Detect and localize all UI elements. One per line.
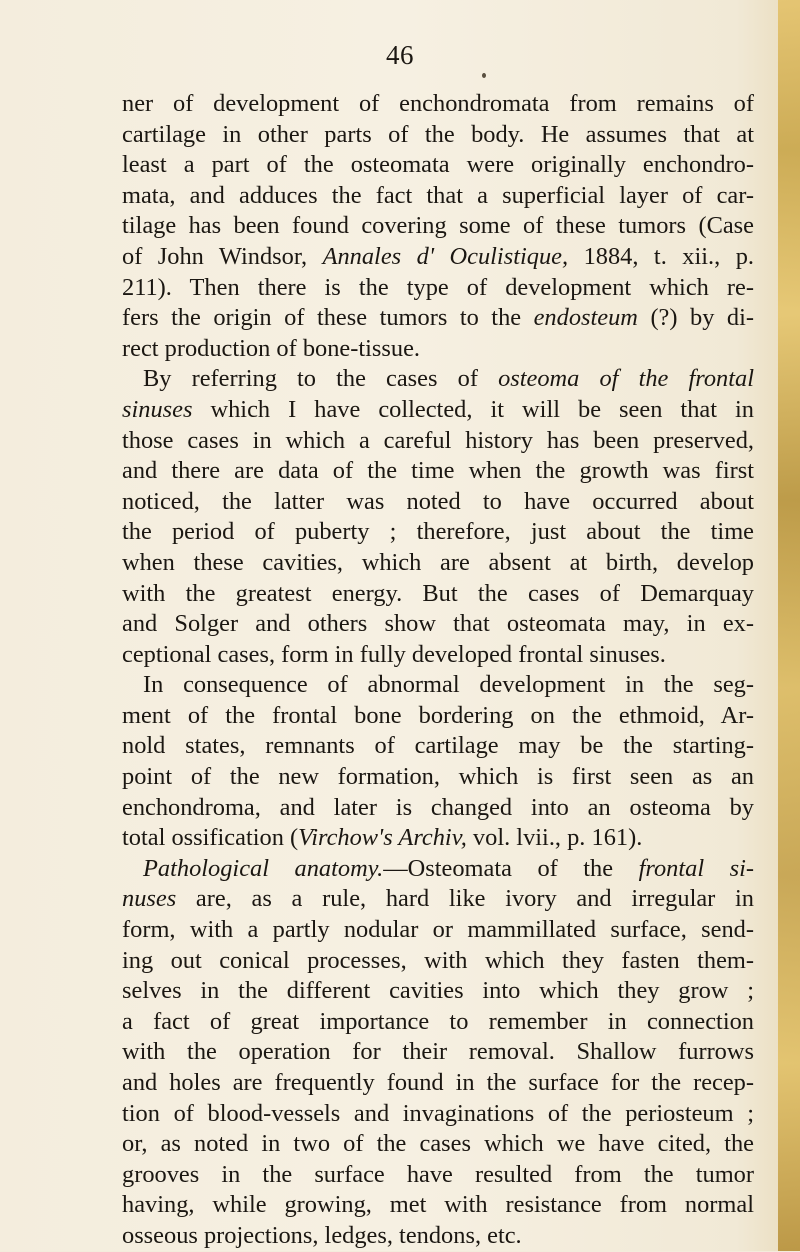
- italic-text: nuses: [122, 885, 177, 913]
- text-line: [122, 701, 754, 732]
- page-number: 46: [386, 40, 414, 70]
- text-line: [122, 334, 754, 365]
- text-line: [122, 976, 754, 1007]
- text-line: [122, 395, 754, 426]
- text-segment: grooves in the surface have resulted from the tumor: [122, 1160, 754, 1188]
- text-segment: ment of the frontal bone bordering on the ethmoid, Ar-: [122, 701, 754, 729]
- text-line: [122, 762, 754, 793]
- text-line: [122, 670, 754, 701]
- text-segment: rect production of bone-tissue.: [122, 334, 421, 362]
- text-segment: vol. lvii., p. 161).: [466, 824, 643, 852]
- text-segment: with the greatest energy. But the cases of Demarquay: [122, 579, 754, 607]
- text-segment: (?) by di-: [637, 304, 755, 332]
- text-line: [122, 1068, 754, 1099]
- text-line: [122, 946, 754, 977]
- italic-text: Annales d' Oculistique,: [322, 242, 569, 270]
- text-line: [122, 823, 754, 854]
- text-segment: total ossification (: [122, 824, 299, 852]
- text-segment: those cases in which a careful history has been preserved,: [122, 426, 754, 454]
- text-segment: when these cavities, which are absent at birth, develop: [122, 548, 754, 576]
- text-line: [122, 1190, 754, 1221]
- text-segment: and there are data of the time when the growth was first: [122, 457, 754, 485]
- text-segment: with the operation for their removal. Shallow furrows: [122, 1038, 754, 1066]
- text-segment: tion of blood-vessels and invaginations of the periosteum ;: [122, 1099, 754, 1127]
- text-segment: and holes are frequently found in the surface for the recep-: [122, 1069, 754, 1096]
- text-segment: nold states, remnants of cartilage may be the starting-: [122, 732, 754, 760]
- text-line: [122, 793, 754, 824]
- text-segment: fers the origin of these tumors to the: [122, 304, 534, 332]
- text-line: [122, 640, 754, 671]
- text-segment: In consequence of abnormal development in the seg-: [143, 671, 754, 699]
- body-text: [122, 89, 754, 1252]
- text-line: [122, 120, 754, 151]
- text-line: [122, 487, 754, 518]
- text-line: [122, 548, 754, 579]
- italic-text: sinuses: [122, 395, 193, 423]
- text-segment: least a part of the osteomata were originally enchondro-: [122, 151, 754, 179]
- italic-text: osteoma of the frontal: [498, 365, 754, 393]
- text-line: [122, 150, 754, 181]
- text-line: [122, 89, 754, 120]
- text-segment: the period of puberty ; therefore, just about the time: [122, 518, 754, 546]
- text-segment: osseous projections, ledges, tendons, etc.: [122, 1221, 522, 1249]
- text-line: [122, 1007, 754, 1038]
- text-segment: tilage has been found covering some of these tumors (Case: [122, 212, 754, 240]
- text-segment: are, as a rule, hard like ivory and irregular in: [176, 885, 754, 913]
- text-segment: a fact of great importance to remember in connection: [122, 1007, 754, 1035]
- text-segment: ing out conical processes, with which they fasten them-: [122, 946, 754, 974]
- text-segment: —Osteomata of the: [383, 854, 639, 882]
- text-segment: point of the new formation, which is first seen as an: [122, 763, 754, 791]
- text-segment: cartilage in other parts of the body. He assumes that at: [122, 120, 754, 148]
- text-segment: noticed, the latter was noted to have occurred about: [122, 487, 754, 515]
- text-segment: selves in the different cavities into which they grow ;: [122, 977, 754, 1005]
- text-line: [122, 915, 754, 946]
- text-segment: ceptional cases, form in fully developed frontal sinuses.: [122, 640, 666, 668]
- text-line: [122, 1221, 754, 1252]
- text-segment: mata, and adduces the fact that a superficial layer of car-: [122, 181, 754, 209]
- text-line: [122, 517, 754, 548]
- text-line: [122, 364, 754, 395]
- italic-text: frontal si-: [638, 854, 754, 882]
- text-line: [122, 1037, 754, 1068]
- text-segment: of John Windsor,: [122, 242, 323, 270]
- text-line: [122, 884, 754, 915]
- italic-text: Pathological anatomy.: [143, 854, 384, 882]
- text-segment: 1884, t. xii., p.: [568, 242, 755, 270]
- text-line: [122, 1129, 754, 1160]
- ink-speck: [482, 73, 486, 78]
- text-line: [122, 854, 754, 885]
- text-segment: ner of development of enchondromata from remains of: [122, 90, 754, 117]
- text-line: [122, 211, 754, 242]
- italic-text: endosteum: [533, 304, 638, 332]
- text-segment: form, with a partly nodular or mammillated surface, send-: [122, 916, 754, 944]
- text-line: [122, 579, 754, 610]
- gilt-page-edge: [778, 0, 800, 1251]
- text-line: [122, 1160, 754, 1191]
- text-line: [122, 273, 754, 304]
- text-segment: and Solger and others show that osteomata may, in ex-: [122, 610, 754, 638]
- text-line: [122, 731, 754, 762]
- text-line: [122, 609, 754, 640]
- text-segment: having, while growing, met with resistance from normal: [122, 1191, 754, 1219]
- italic-text: Virchow's Archiv,: [298, 824, 467, 852]
- text-line: [122, 181, 754, 212]
- text-line: [122, 426, 754, 457]
- text-segment: which I have collected, it will be seen that in: [192, 395, 754, 423]
- text-line: [122, 303, 754, 334]
- text-segment: By referring to the cases of: [143, 365, 499, 393]
- text-segment: or, as noted in two of the cases which we have cited, the: [122, 1130, 754, 1158]
- text-line: [122, 456, 754, 487]
- text-segment: enchondroma, and later is changed into an osteoma by: [122, 793, 754, 821]
- text-line: [122, 242, 754, 273]
- text-line: [122, 1099, 754, 1130]
- text-segment: 211). Then there is the type of development which re-: [122, 273, 754, 301]
